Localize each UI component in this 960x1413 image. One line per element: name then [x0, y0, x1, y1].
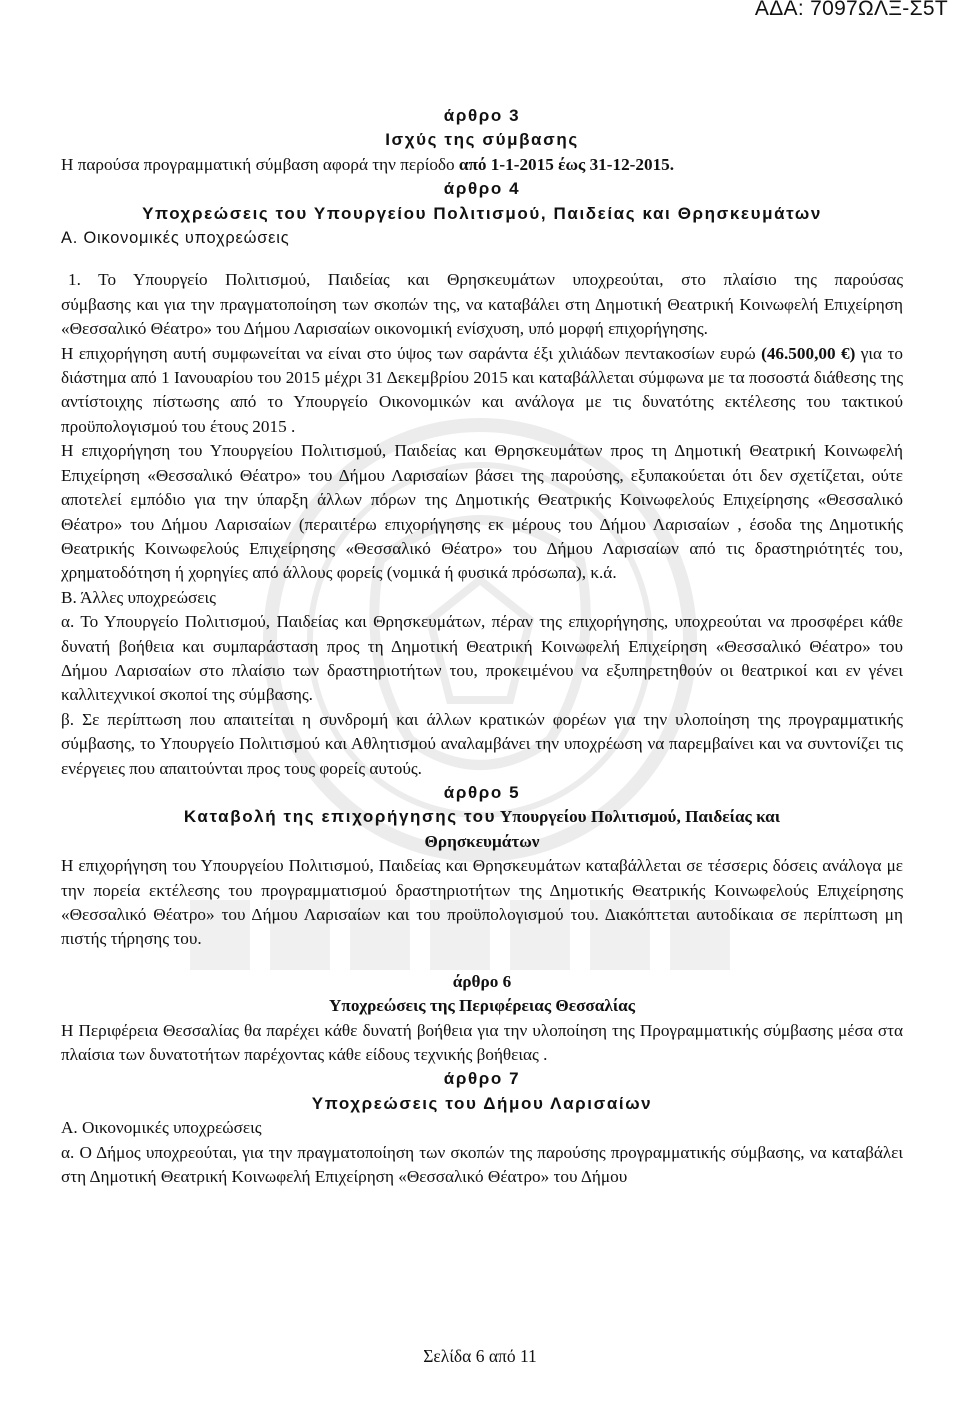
article-3-text: Η παρούσα προγραμματική σύμβαση αφορά την περίοδο από 1-1-2015 έως 31-12-2015.: [61, 154, 675, 174]
article-4-paragraph-alpha: α. Το Υπουργείο Πολιτισμού, Παιδείας και Θρησκευμάτων, πέραν της επιχορήγησης, υποχρεούται να προσφέρει κάθε δυνατή βοήθεια και συμπαράσταση προς τη Δημοτική Θεατρική Κοινωφελή Επιχείρηση «Θεσσαλικό Θέατρο» του Δήμου Λαρισαίων στο πλαίσιο των δραστηριοτήτων του, προκειμένου να εξυπηρετηθούν οι θεατρικοί και εν γένει καλλιτεχνικοί σκοποί της σύμβασης.: [61, 612, 903, 705]
article-4-subtitle: Υποχρεώσεις του Υπουργείου Πολιτισμού, Παιδείας και Θρησκευμάτων: [142, 203, 822, 223]
article-5-title: άρθρο 5: [443, 782, 521, 802]
article-5-text: Η επιχορήγηση του Υπουργείου Πολιτισμού, Παιδείας και Θρησκευμάτων καταβάλλεται σε τέσσερις δόσεις ανάλογα με την πορεία εκτέλεσης του προγραμματισμού δραστηριοτήτων της Δημοτικής Θεατρικής Κοινωφελούς Επιχείρησης «Θεσσαλικό Θέατρο» του Δήμου Λαρισαίων και του προϋπολογισμού του. Διακόπτεται αυτοδίκαια σε περίπτωση μη πιστής τήρησης του.: [61, 856, 903, 949]
article-6-title: άρθρο 6: [452, 971, 512, 991]
article-7-subtitle: Υποχρεώσεις του Δήμου Λαρισαίων: [311, 1093, 653, 1113]
article-3-title: άρθρο 3: [443, 106, 521, 125]
article-4-paragraph-1: σύμβασης και για την πραγματοποίηση των σκοπών της, να καταβάλει στη Δημοτική Θεατρική Κοινωφελή Επιχείρηση «Θεσσαλικό Θέατρο» του Δήμου Λαρισαίων οικονομική ενίσχυση, υπό μορφή επιχορήγησης.: [61, 294, 903, 339]
ada-code: ΑΔΑ: 7097ΩΛΞ-Σ5Τ: [754, 0, 948, 20]
article-4-title: άρθρο 4: [443, 179, 521, 199]
article-4-section-a-heading: Α. Οικονομικές υποχρεώσεις: [61, 229, 290, 248]
article-4-section-b-heading: Β. Άλλες υποχρεώσεις: [61, 587, 216, 607]
article-5-subtitle: Καταβολή της επιχορήγησης του Υπουργείου Πολιτισμού, Παιδείας και: [183, 807, 781, 827]
page-number: Σελίδα 6 από 11: [423, 1346, 537, 1366]
article-3-subtitle: Ισχύς της σύμβασης: [385, 130, 579, 150]
article-7-paragraph-alpha: α. Ο Δήμος υποχρεούται, για την πραγματοποίηση των σκοπών της παρούσης προγραμματικής σύμβασης, να καταβάλει στη Δημοτική Θεατρική Κοινωφελή Επιχείρηση «Θεσσαλικό Θέατρο» του Δήμου: [61, 1142, 903, 1187]
article-5-subtitle-line-2: Θρησκευμάτων: [424, 831, 540, 851]
article-7-section-a-heading: Α. Οικονομικές υποχρεώσεις: [61, 1118, 262, 1138]
article-4-paragraph-2: Η επιχορήγηση αυτή συμφωνείται να είναι στο ύψος των σαράντα έξι χιλιάδων πεντακοσίων ευρώ (46.500,00 €) για το διάστημα από 1 Ιανουαρίου του 2015 μέχρι 31 Δεκεμβρίου 2015 και καταβάλλεται σύμφωνα με τα ποσοστά διάθεσης της αντίστοιχης πίστωσης από το Υπουργείο Οικονομικών και ανάλογα με τις δυνατότης εκτέλεσης του τακτικού προϋπολογισμού του έτους 2015 .: [61, 343, 903, 436]
article-6-subtitle: Υποχρεώσεις της Περιφέρειας Θεσσαλίας: [329, 996, 635, 1016]
article-7-title: άρθρο 7: [443, 1069, 521, 1089]
document-body: [61, 104, 903, 1189]
article-6-text: Η Περιφέρεια Θεσσαλίας θα παρέχει κάθε δυνατή βοήθεια για την υλοποίηση της Προγραμματικής σύμβασης μέσα στα πλαίσια των δυνατοτήτων παρέχοντας κάθε είδους τεχνικής βοήθειας .: [61, 1020, 903, 1065]
article-4-paragraph-beta: β. Σε περίπτωση που απαιτείται η συνδρομή και άλλων κρατικών φορέων για την υλοποίηση της προγραμματικής σύμβασης, το Υπουργείο Πολιτισμού και Αθλητισμού αναλαμβάνει την υποχρέωση να παρεμβαίνει και να συντονίζει τις ενέργειες που απαιτούνται προς τους φορείς αυτούς.: [61, 709, 903, 778]
article-4-paragraph-3: Η επιχορήγηση του Υπουργείου Πολιτισμού, Παιδείας και Θρησκευμάτων προς τη Δημοτική Θεατρική Κοινωφελή Επιχείρηση «Θεσσαλικό Θέατρο» του Δήμου Λαρισαίων βάσει της παρούσης, εξυπακούεται ότι δεν σχετίζεται, ούτε αποτελεί εμπόδιο για την ύπαρξη άλλων πόρων της Δημοτικής Θεατρικής Κοινωφελούς Επιχείρησης «Θεσσαλικό Θέατρο» του Δήμου Λαρισαίων (περαιτέρω επιχορήγησης εκ μέρους του Δήμου Λαρισαίων , έσοδα της Δημοτικής Θεατρικής Κοινωφελούς Επιχείρησης «Θεσσαλικό Θέατρο» του Δήμου Λαρισαίων από τις δραστηριότητές του, χρηματοδότηση ή χορηγίες από άλλους φορείς (νομικά ή φυσικά πρόσωπα), κ.ά.: [61, 441, 903, 583]
article-4-paragraph-1-line-1: 1. Το Υπουργείο Πολιτισμού, Παιδείας και Θρησκευμάτων υποχρεούται, στο πλαίσιο της παρούσας: [68, 270, 903, 290]
